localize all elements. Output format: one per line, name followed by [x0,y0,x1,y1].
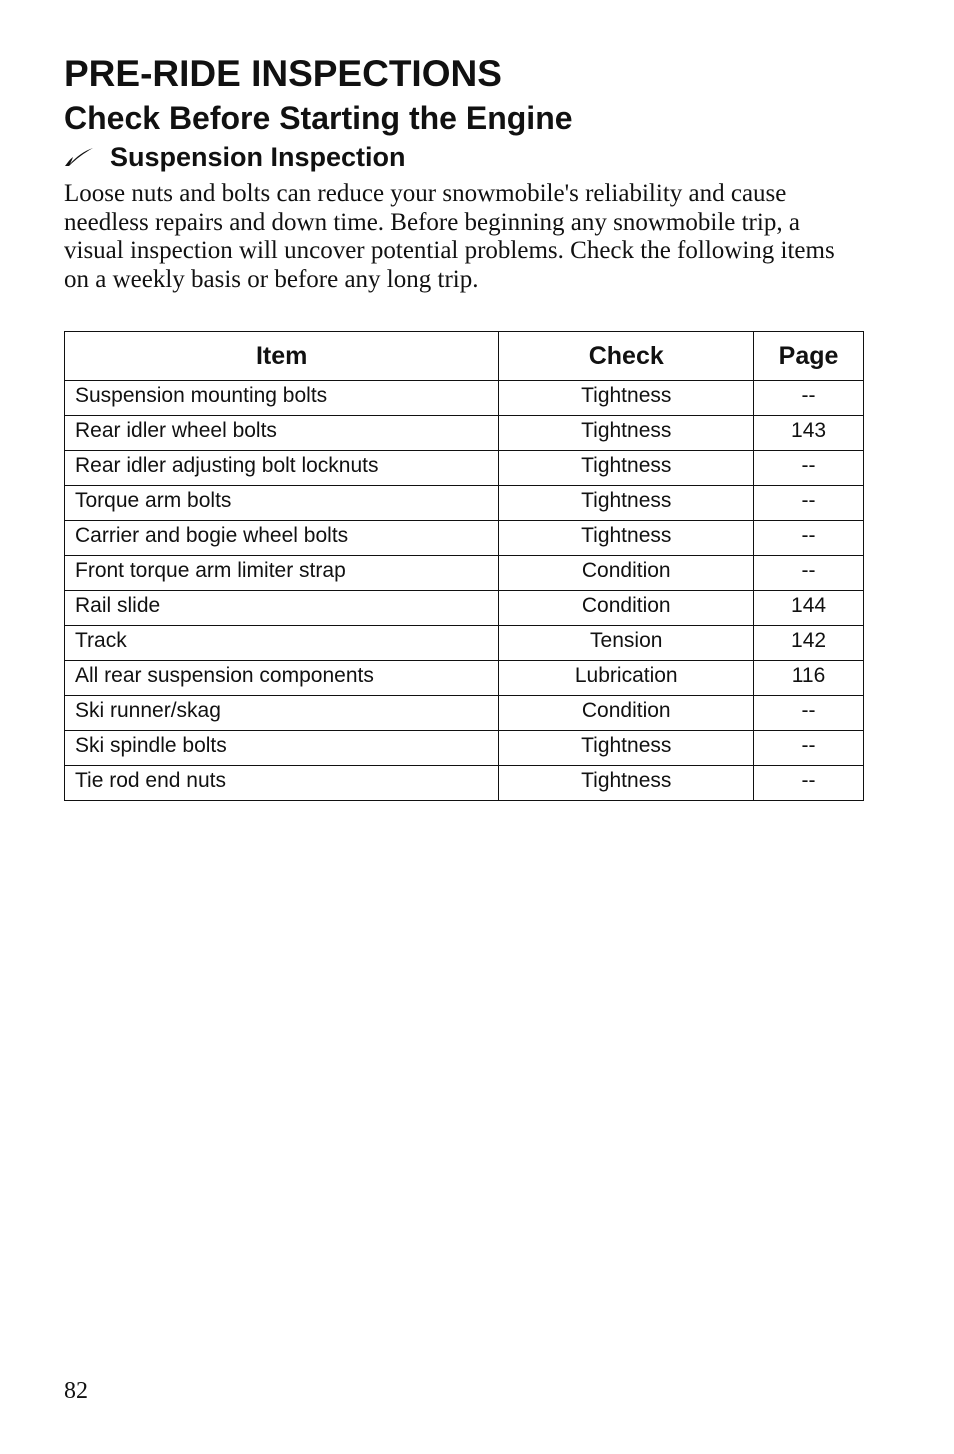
cell-check: Lubrication [499,661,754,696]
cell-check: Tightness [499,486,754,521]
section-title-text: Suspension Inspection [110,142,406,172]
cell-page: -- [754,486,864,521]
cell-item: Rear idler adjusting bolt locknuts [65,451,499,486]
inspection-table [64,331,864,801]
cell-check: Condition [499,696,754,731]
cell-page: -- [754,731,864,766]
cell-item: Front torque arm limiter strap [65,556,499,591]
cell-page: 144 [754,591,864,626]
cell-item: Rear idler wheel bolts [65,416,499,451]
cell-page: 143 [754,416,864,451]
cell-page: -- [754,381,864,416]
section-title [64,140,406,174]
cell-page: -- [754,696,864,731]
checkmark-icon [64,147,94,167]
cell-page: -- [754,451,864,486]
cell-page: 142 [754,626,864,661]
cell-check: Tightness [499,521,754,556]
cell-item: All rear suspension components [65,661,499,696]
cell-page: -- [754,521,864,556]
table-row [65,766,864,801]
table-row [65,696,864,731]
page-subheading: Check Before Starting the Engine [64,100,573,136]
cell-check: Tightness [499,416,754,451]
page-number: 82 [64,1378,88,1404]
cell-page: -- [754,766,864,801]
table-row [65,381,864,416]
table-row [65,521,864,556]
intro-paragraph: Loose nuts and bolts can reduce your snowmobile's reliability and cause needless repairs and down time. Before beginning any snowmobile trip, a visual inspection will uncover potential problems. Check the following items on a weekly basis or before any long trip. [64,180,835,293]
cell-check: Tightness [499,731,754,766]
column-header-page: Page [754,332,864,381]
cell-item: Ski spindle bolts [65,731,499,766]
cell-page: -- [754,556,864,591]
cell-check: Condition [499,591,754,626]
table-row [65,416,864,451]
table-row [65,591,864,626]
cell-check: Tightness [499,381,754,416]
cell-item: Tie rod end nuts [65,766,499,801]
cell-check: Tightness [499,451,754,486]
table-row [65,556,864,591]
cell-item: Torque arm bolts [65,486,499,521]
table-row [65,731,864,766]
cell-item: Rail slide [65,591,499,626]
cell-check: Tightness [499,766,754,801]
cell-item: Ski runner/skag [65,696,499,731]
cell-item: Track [65,626,499,661]
table-row [65,451,864,486]
table-row [65,661,864,696]
table-header-row [65,332,864,381]
cell-item: Suspension mounting bolts [65,381,499,416]
table-row [65,626,864,661]
column-header-check: Check [499,332,754,381]
table-row [65,486,864,521]
cell-page: 116 [754,661,864,696]
table-body [65,381,864,801]
cell-check: Condition [499,556,754,591]
page-heading: PRE-RIDE INSPECTIONS [64,53,502,94]
cell-check: Tension [499,626,754,661]
column-header-item: Item [65,332,499,381]
cell-item: Carrier and bogie wheel bolts [65,521,499,556]
